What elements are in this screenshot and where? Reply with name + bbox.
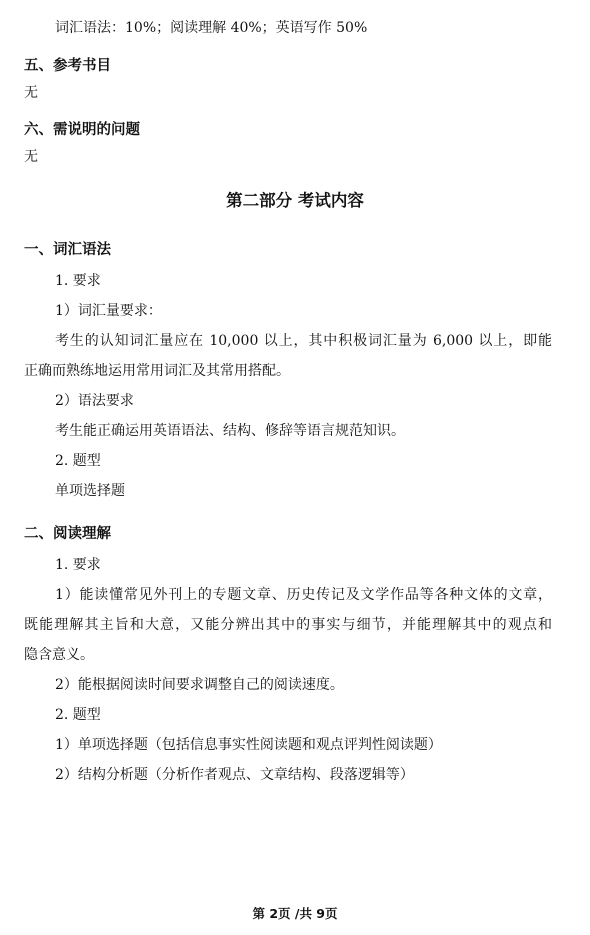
reading-type-label: 2. 题型 xyxy=(55,707,101,723)
vocab-type-label: 2. 题型 xyxy=(55,453,101,469)
reading-heading: 二、阅读理解 xyxy=(24,526,111,542)
page-number-footer: 第 2页 /共 9页 xyxy=(252,906,338,921)
grammar-text: 考生能正确运用英语语法、结构、修辞等语言规范知识。 xyxy=(55,423,405,439)
references-body: 无 xyxy=(24,85,38,101)
notes-heading: 六、需说明的问题 xyxy=(24,122,140,138)
exam-weights-line: 词汇语法：10%；阅读理解 40%；英语写作 50% xyxy=(55,20,368,36)
vocab-type-text: 单项选择题 xyxy=(55,483,125,499)
vocab-text-line-2: 正确而熟练地运用常用词汇及其常用搭配。 xyxy=(24,363,290,379)
reading-req1-line-3: 隐含意义。 xyxy=(24,647,94,663)
reading-type-2: 2）结构分析题（分析作者观点、文章结构、段落逻辑等） xyxy=(55,767,414,783)
vocab-sub-heading: 1）词汇量要求： xyxy=(55,303,162,319)
reading-req1-line-1: 1）能读懂常见外刊上的专题文章、历史传记及文学作品等各种文体的文章， xyxy=(55,587,552,603)
reading-type-1: 1）单项选择题（包括信息事实性阅读题和观点评判性阅读题） xyxy=(55,737,442,753)
vocab-grammar-heading: 一、词汇语法 xyxy=(24,242,111,258)
references-heading: 五、参考书目 xyxy=(24,58,111,74)
notes-body: 无 xyxy=(24,149,38,165)
grammar-sub-heading: 2）语法要求 xyxy=(55,393,134,409)
reading-req-label: 1. 要求 xyxy=(55,557,101,573)
vocab-text-line-1: 考生的认知词汇量应在 10,000 以上，其中积极词汇量为 6,000 以上，即能 xyxy=(55,333,552,349)
vocab-req-label: 1. 要求 xyxy=(55,273,101,289)
part-two-title: 第二部分 考试内容 xyxy=(226,191,364,210)
reading-req1-line-2: 既能理解其主旨和大意，又能分辨出其中的事实与细节，并能理解其中的观点和 xyxy=(24,617,552,633)
reading-req2: 2）能根据阅读时间要求调整自己的阅读速度。 xyxy=(55,677,344,693)
